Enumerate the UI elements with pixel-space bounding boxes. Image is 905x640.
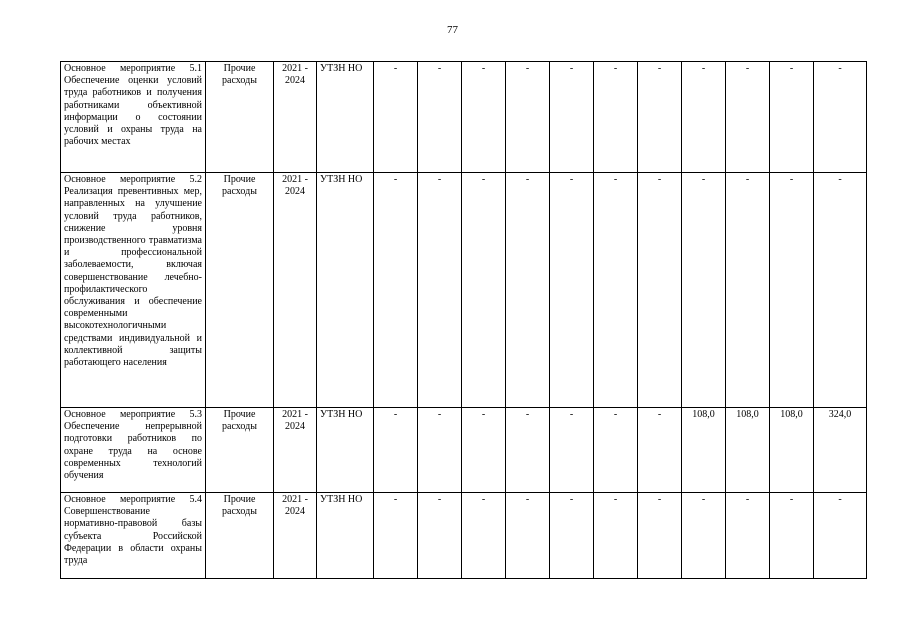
page-number: 77: [447, 24, 458, 36]
value-cell: -: [638, 173, 682, 408]
value-cell: -: [770, 173, 814, 408]
value-cell: -: [726, 493, 770, 579]
value-cell: 108,0: [682, 408, 726, 493]
executor-cell: УТЗН НО: [317, 173, 374, 408]
value-cell: -: [814, 493, 867, 579]
value-cell: -: [682, 493, 726, 579]
period-cell: 2021 - 2024: [274, 173, 317, 408]
value-cell: -: [682, 62, 726, 173]
period-cell: 2021 - 2024: [274, 408, 317, 493]
activity-name-cell: Основное мероприятие 5.3 Обеспечение непрерывной подготовки работников по охране труда на основе современных технологий обучения: [61, 408, 206, 493]
value-cell: -: [462, 173, 506, 408]
funding-source-cell: Прочие расходы: [206, 408, 274, 493]
value-cell: 108,0: [726, 408, 770, 493]
value-cell: -: [638, 408, 682, 493]
value-cell: -: [594, 408, 638, 493]
value-cell: -: [726, 173, 770, 408]
activity-name-cell: Основное мероприятие 5.1 Обеспечение оценки условий труда работников и получения работниками объективной информации о состоянии условий и охраны труда на рабочих местах: [61, 62, 206, 173]
value-cell: 324,0: [814, 408, 867, 493]
funding-source-cell: Прочие расходы: [206, 173, 274, 408]
value-cell: -: [726, 62, 770, 173]
value-cell: -: [550, 493, 594, 579]
value-cell: -: [770, 62, 814, 173]
table-row: [61, 408, 867, 493]
period-cell: 2021 - 2024: [274, 62, 317, 173]
value-cell: -: [374, 62, 418, 173]
value-cell: -: [638, 493, 682, 579]
activity-name-cell: Основное мероприятие 5.4 Совершенствование нормативно-правовой базы субъекта Российской Федерации в области охраны труда: [61, 493, 206, 579]
value-cell: -: [594, 173, 638, 408]
period-cell: 2021 - 2024: [274, 493, 317, 579]
value-cell: -: [374, 408, 418, 493]
value-cell: -: [418, 493, 462, 579]
table-row: [61, 493, 867, 579]
value-cell: -: [550, 62, 594, 173]
value-cell: -: [814, 173, 867, 408]
value-cell: -: [594, 493, 638, 579]
funding-source-cell: Прочие расходы: [206, 493, 274, 579]
value-cell: -: [506, 493, 550, 579]
activity-name-cell: Основное мероприятие 5.2 Реализация превентивных мер, направленных на улучшение условий труда работников, снижение уровня производственного травматизма и профессиональной заболеваемости, включая совершенствование лечебно-профилактического обслуживания и обеспечение современными высокотехнологичными средствами индивидуальной и коллективной защиты работающего населения: [61, 173, 206, 408]
funding-source-cell: Прочие расходы: [206, 62, 274, 173]
value-cell: 108,0: [770, 408, 814, 493]
value-cell: -: [374, 173, 418, 408]
value-cell: -: [374, 493, 418, 579]
value-cell: -: [506, 62, 550, 173]
value-cell: -: [550, 408, 594, 493]
value-cell: -: [550, 173, 594, 408]
value-cell: -: [418, 62, 462, 173]
value-cell: -: [506, 408, 550, 493]
value-cell: -: [638, 62, 682, 173]
value-cell: -: [462, 493, 506, 579]
value-cell: -: [814, 62, 867, 173]
value-cell: -: [770, 493, 814, 579]
table-row: [61, 62, 867, 173]
program-activities-table: [60, 61, 867, 579]
table-row: [61, 173, 867, 408]
executor-cell: УТЗН НО: [317, 62, 374, 173]
value-cell: -: [594, 62, 638, 173]
value-cell: -: [418, 408, 462, 493]
value-cell: -: [418, 173, 462, 408]
executor-cell: УТЗН НО: [317, 493, 374, 579]
executor-cell: УТЗН НО: [317, 408, 374, 493]
value-cell: -: [462, 62, 506, 173]
value-cell: -: [506, 173, 550, 408]
value-cell: -: [462, 408, 506, 493]
value-cell: -: [682, 173, 726, 408]
